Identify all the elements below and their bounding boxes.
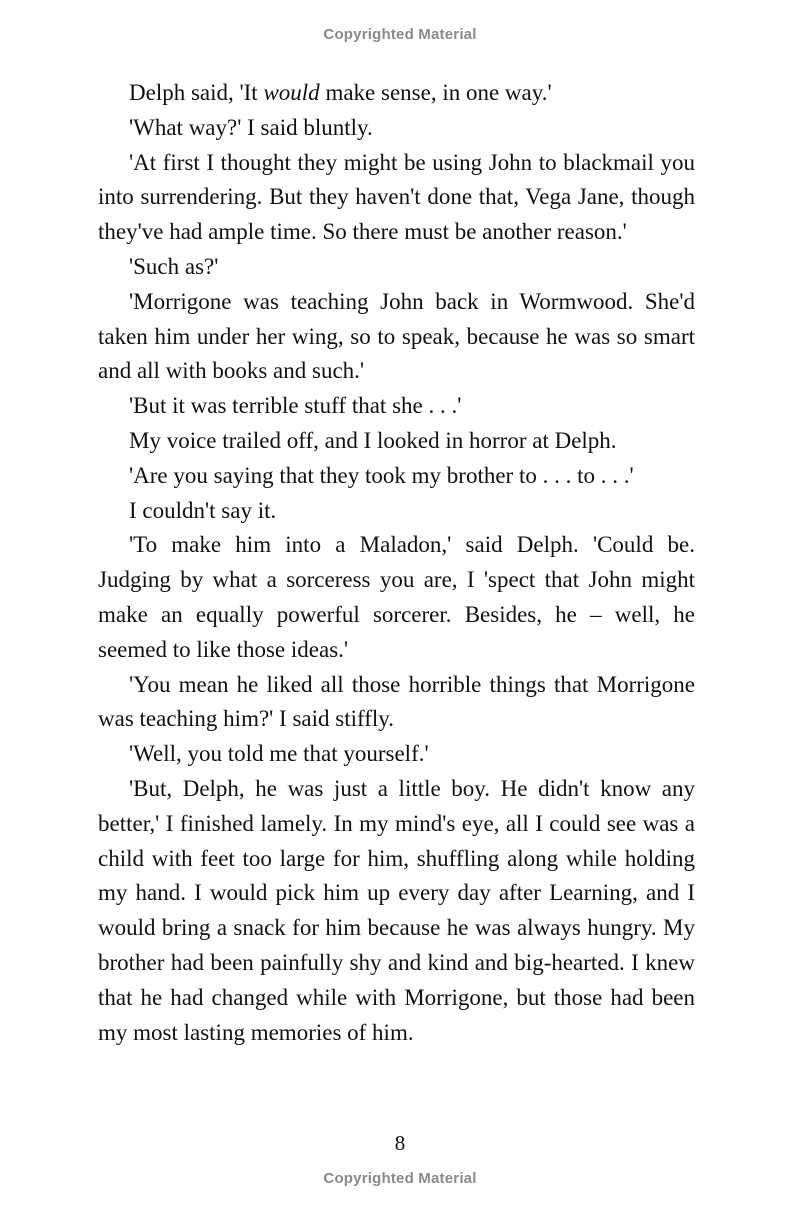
paragraph-9: I couldn't say it. xyxy=(129,497,277,523)
text-run: make sense, in one way.' xyxy=(319,80,552,105)
paragraph-3: 'At first I thought they might be using John to blackmail you into surrendering. But they haven't done that, Vega Jane, though they've had ample time. So there must be another reason.' xyxy=(98,149,695,245)
paragraph-4: 'Such as?' xyxy=(129,253,219,279)
paragraph-10: 'To make him into a Maladon,' said Delph. 'Could be. Judging by what a sorceress you are, I 'spect that John might make an equally powerful sorcerer. Besides, he – well, he seemed to like those ideas.' xyxy=(98,532,695,662)
paragraph-7: My voice trailed off, and I looked in horror at Delph. xyxy=(129,427,617,453)
page-body xyxy=(98,76,695,1050)
paragraph-5: 'Morrigone was teaching John back in Wormwood. She'd taken him under her wing, so to speak, because he was so smart and all with books and such.' xyxy=(98,288,695,384)
paragraph-8: 'Are you saying that they took my brother to . . . to . . .' xyxy=(129,462,634,488)
page-number: 8 xyxy=(394,1131,406,1155)
text-run: Delph said, 'It xyxy=(129,80,264,105)
emphasis-text: would xyxy=(263,80,320,105)
paragraph-13: 'But, Delph, he was just a little boy. He didn't know any better,' I finished lamely. In my mind's eye, all I could see was a child with feet too large for him, shuffling along while holding my hand. I would pick him up every day after Learning, and I would bring a snack for him because he was always hungry. My brother had been painfully shy and kind and big-hearted. I knew that he had changed while with Morrigone, but those had been my most lasting memories of him. xyxy=(98,775,695,1045)
paragraph-11: 'You mean he liked all those horrible things that Morrigone was teaching him?' I said stiffly. xyxy=(98,671,695,732)
paragraph-6: 'But it was terrible stuff that she . . .' xyxy=(129,393,462,419)
copyright-footer: Copyrighted Material xyxy=(323,1170,477,1187)
copyright-header: Copyrighted Material xyxy=(323,26,477,43)
paragraph-12: 'Well, you told me that yourself.' xyxy=(129,741,429,767)
paragraph-2: 'What way?' I said bluntly. xyxy=(129,114,373,140)
paragraph-1 xyxy=(98,76,695,111)
